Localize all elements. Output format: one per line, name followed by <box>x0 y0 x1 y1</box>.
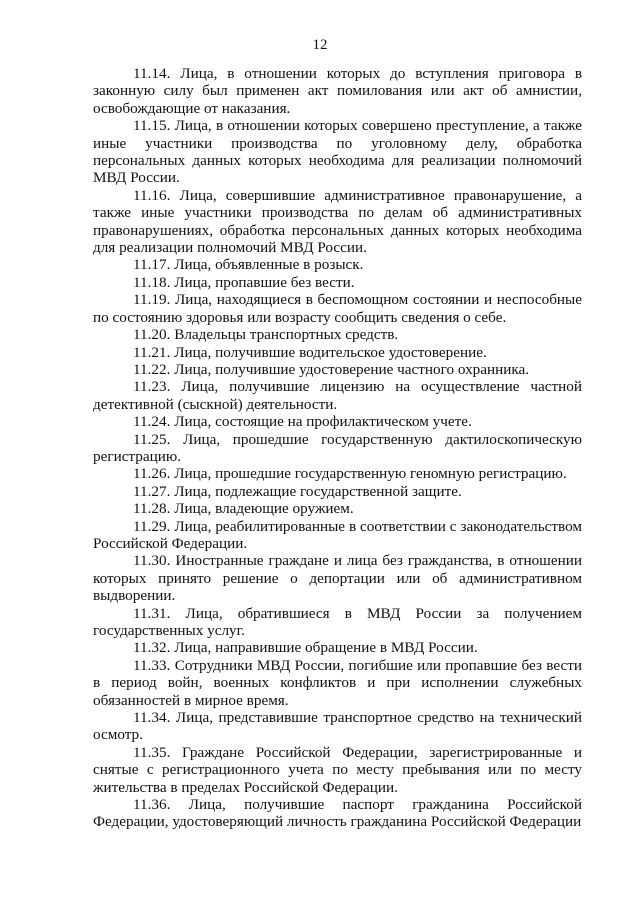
paragraph-11-16: 11.16. Лица, совершившие административное правонарушение, а также иные участники производства по делам об административных правонарушениях, обработка персональных данных которых необходима для реализации полномочий МВД России. <box>93 186 582 257</box>
paragraph-11-17: 11.17. Лица, объявленные в розыск. <box>133 256 364 274</box>
paragraph-11-29: 11.29. Лица, реабилитированные в соответствии с законодательством Российской Федерации. <box>93 517 582 552</box>
paragraph-11-18: 11.18. Лица, пропавшие без вести. <box>133 273 355 291</box>
paragraph-11-20: 11.20. Владельцы транспортных средств. <box>133 326 399 344</box>
paragraph-11-28: 11.28. Лица, владеющие оружием. <box>133 500 354 518</box>
paragraph-11-24: 11.24. Лица, состоящие на профилактическом учете. <box>133 413 472 431</box>
paragraph-11-25: 11.25. Лица, прошедшие государственную дактилоскопическую регистрацию. <box>93 430 582 465</box>
paragraph-11-23: 11.23. Лица, получившие лицензию на осуществление частной детективной (сыскной) деятельности. <box>93 378 582 413</box>
paragraph-11-36: 11.36. Лица, получившие паспорт гражданина Российской Федерации, удостоверяющий личность гражданина Российской Федерации <box>93 796 582 831</box>
paragraph-11-14: 11.14. Лица, в отношении которых до вступления приговора в законную силу был применен акт помилования или акт об амнистии, освобождающие от наказания. <box>93 65 582 117</box>
paragraph-11-31: 11.31. Лица, обратившиеся в МВД России за получением государственных услуг. <box>93 604 582 639</box>
paragraph-11-15: 11.15. Лица, в отношении которых совершено преступление, а также иные участники производства по уголовному делу, обработка персональных данных которых необходима для реализации полномочий МВД России. <box>93 117 582 187</box>
paragraph-11-27: 11.27. Лица, подлежащие государственной защите. <box>133 482 462 500</box>
paragraph-11-35: 11.35. Граждане Российской Федерации, зарегистрированные и снятые с регистрационного учета по месту пребывания или по месту жительства в пределах Российской Федерации. <box>93 743 582 796</box>
paragraph-11-33: 11.33. Сотрудники МВД России, погибшие или пропавшие без вести в период войн, военных конфликтов и при исполнении служебных обязанностей в мирное время. <box>93 656 582 709</box>
paragraph-11-22: 11.22. Лица, получившие удостоверение частного охранника. <box>133 360 530 378</box>
paragraph-11-32: 11.32. Лица, направившие обращение в МВД России. <box>133 639 478 657</box>
paragraph-11-19: 11.19. Лица, находящиеся в беспомощном состоянии и неспособные по состоянию здоровья или возрасту сообщить сведения о себе. <box>93 291 582 326</box>
paragraph-11-30: 11.30. Иностранные граждане и лица без гражданства, в отношении которых принято решение о депортации или об административном выдворении. <box>93 552 582 605</box>
paragraph-11-34: 11.34. Лица, представившие транспортное средство на технический осмотр. <box>93 709 582 744</box>
page-number: 12 <box>312 37 328 53</box>
paragraph-11-26: 11.26. Лица, прошедшие государственную геномную регистрацию. <box>133 465 567 483</box>
document-body <box>93 65 582 831</box>
paragraph-11-21: 11.21. Лица, получившие водительское удостоверение. <box>133 343 487 361</box>
